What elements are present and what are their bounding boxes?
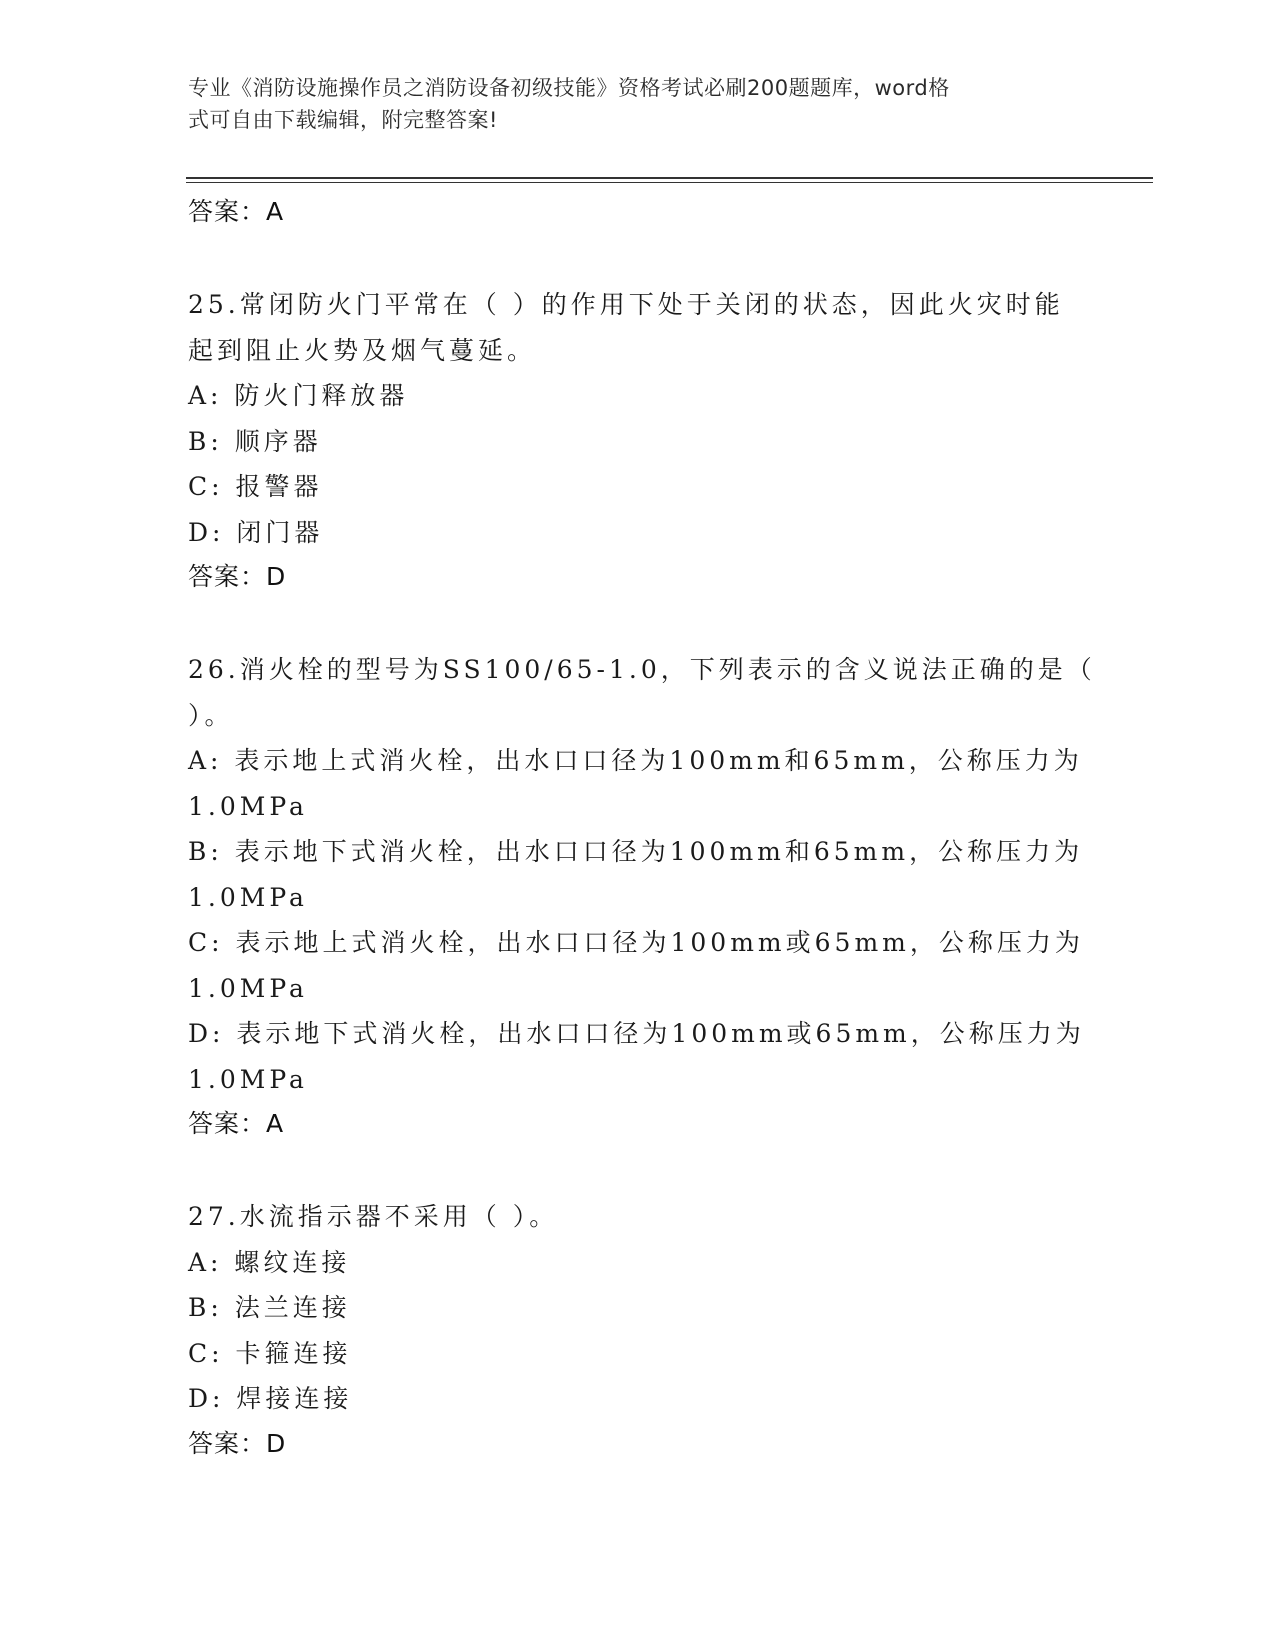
question-stem-line: 起到阻止火势及烟气蔓延。 — [188, 335, 537, 365]
question-27 — [188, 1194, 1088, 1466]
option-c: C: 报警器 — [188, 472, 323, 501]
header-line-2: 式可自由下载编辑，附完整答案! — [188, 108, 498, 132]
option-b-continued: 1.0MPa — [188, 882, 308, 912]
option-d: D: 焊接连接 — [188, 1384, 353, 1413]
option-c-continued: 1.0MPa — [188, 973, 308, 1003]
previous-answer: 答案：A — [188, 197, 285, 226]
answer: 答案：D — [188, 562, 287, 591]
option-b: B: 表示地下式消火栓，出水口口径为100mm和65mm，公称压力为 — [188, 837, 1084, 866]
option-d-continued: 1.0MPa — [188, 1064, 308, 1094]
option-a-continued: 1.0MPa — [188, 791, 308, 821]
option-d: D: 表示地下式消火栓，出水口口径为100mm或65mm，公称压力为 — [188, 1019, 1085, 1048]
option-d: D: 闭门器 — [188, 517, 324, 547]
option-a: A: 防火门释放器 — [188, 381, 409, 410]
question-stem-line: 27.水流指示器不采用（ ）。 — [188, 1202, 559, 1231]
question-stem-line: 25.常闭防火门平常在（ ）的作用下处于关闭的状态，因此火灾时能 — [188, 290, 1064, 319]
question-stem-line: ）。 — [188, 700, 234, 730]
question-stem-line: 26.消火栓的型号为SS100/65-1.0，下列表示的含义说法正确的是（ — [188, 655, 1096, 684]
document-header — [188, 72, 1068, 136]
option-b: B: 法兰连接 — [188, 1293, 351, 1322]
header-divider-thick — [186, 177, 1153, 179]
header-divider-thin — [186, 182, 1153, 183]
option-b: B: 顺序器 — [188, 426, 322, 456]
option-c: C: 卡箍连接 — [188, 1338, 352, 1368]
option-a: A: 螺纹连接 — [188, 1247, 351, 1277]
option-a: A: 表示地上式消火栓，出水口口径为100mm和65mm，公称压力为 — [188, 746, 1083, 775]
option-c: C: 表示地上式消火栓，出水口口径为100mm或65mm，公称压力为 — [188, 928, 1084, 957]
question-25 — [188, 282, 1088, 599]
answer: 答案：A — [188, 1109, 285, 1138]
header-line-1: 专业《消防设施操作员之消防设备初级技能》资格考试必刷200题题库，word格 — [188, 76, 950, 100]
question-list — [188, 190, 1096, 1466]
answer: 答案：D — [188, 1428, 287, 1458]
question-26 — [188, 647, 1096, 1146]
